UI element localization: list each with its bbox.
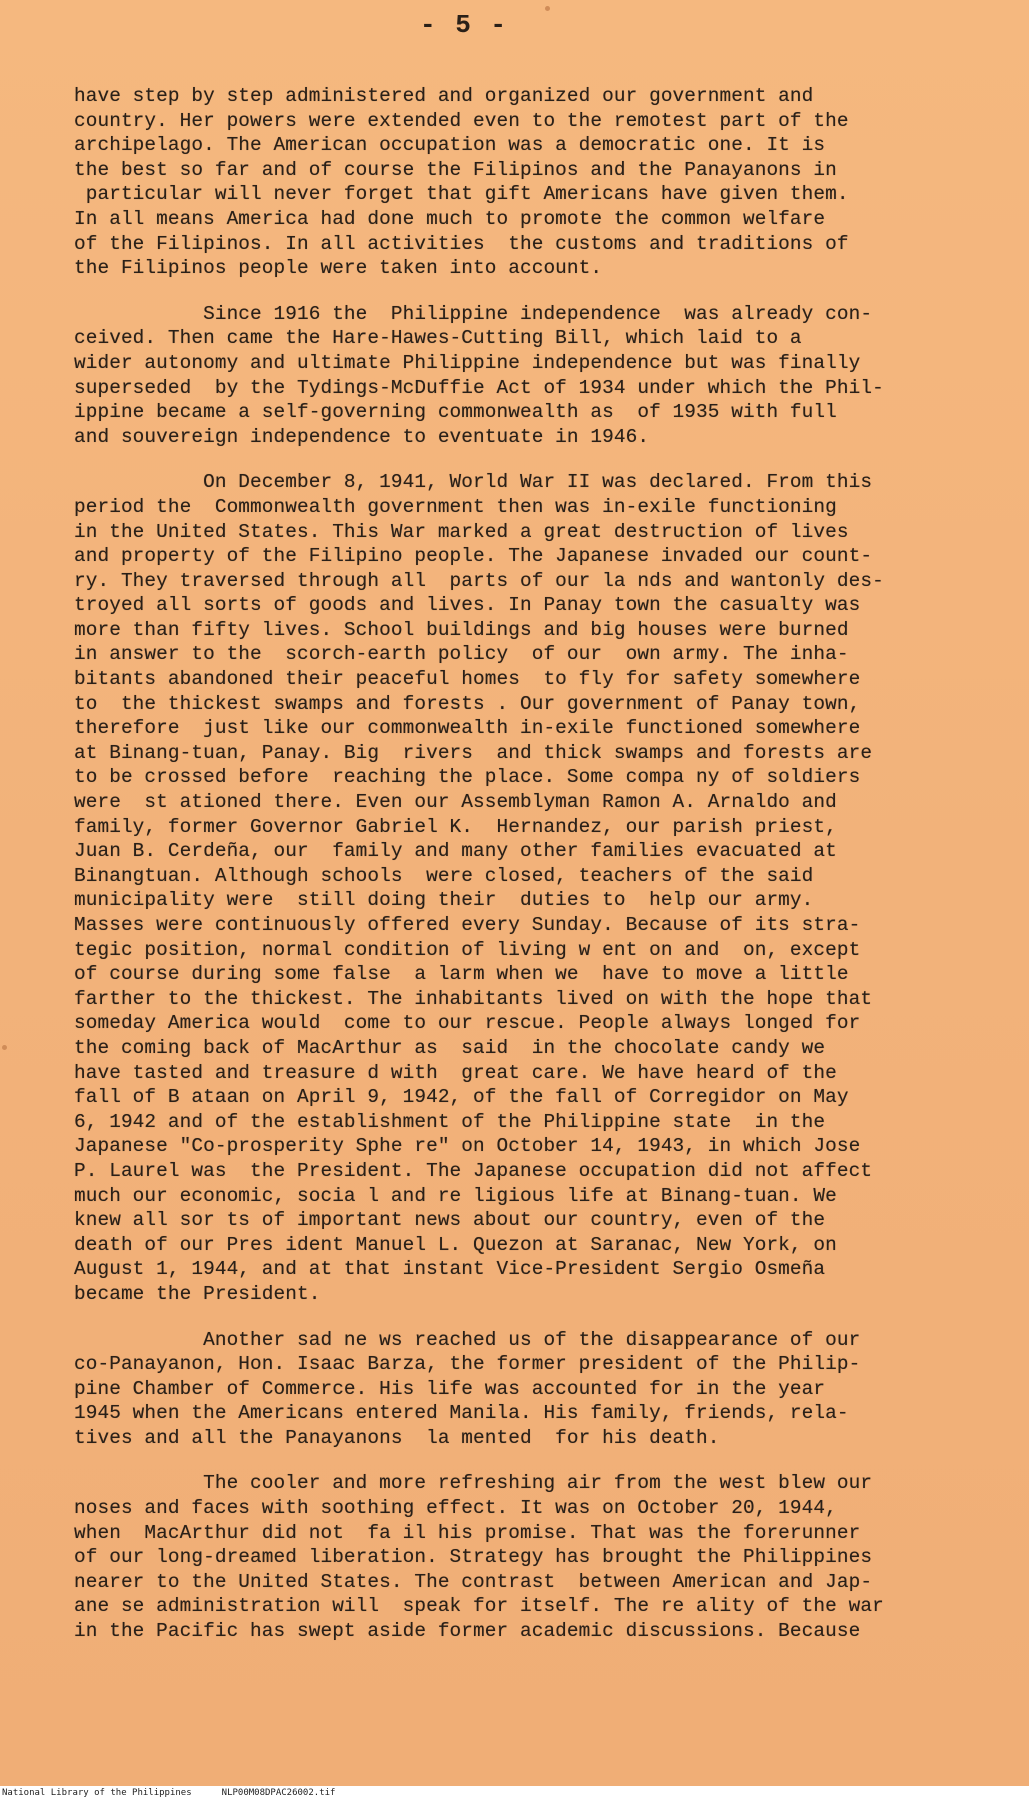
text-line: someday America would come to our rescue. People always longed for [74,1012,861,1035]
text-line: in the United States. This War marked a great destruction of lives [74,520,849,543]
text-line: tives and all the Panayanons la mented for his death. [74,1426,720,1449]
paper-blemish [2,1045,7,1050]
paragraph-3 [74,470,924,1306]
paragraph-5 [74,1471,924,1643]
text-line: Masses were continuously offered every Sunday. Because of its stra- [74,914,861,936]
text-line: wider autonomy and ultimate Philippine independence but was finally [74,351,861,374]
text-line: therefore just like our commonwealth in-exile functioned somewhere [74,717,861,740]
text-line: On December 8, 1941, World War II was declared. From this [74,471,873,494]
text-line: Since 1916 the Philippine independence was already con- [74,302,873,325]
text-line: at Binang-tuan, Panay. Big rivers and thick swamps and forests are [74,741,873,764]
text-line: Another sad ne ws reached us of the disappearance of our [74,1328,861,1351]
text-line: tegic position, normal condition of living w ent on and on, except [74,938,861,961]
text-line: of course during some false a larm when we have to move a little [74,963,849,986]
text-line: co-Panayanon, Hon. Isaac Barza, the former president of the Philip- [74,1353,861,1376]
text-line: to the thickest swamps and forests . Our government of Panay town, [74,692,861,715]
text-line: to be crossed before reaching the place. Some compa ny of soldiers [74,766,861,789]
text-line: nearer to the United States. The contrast between American and Jap- [74,1570,873,1593]
text-line: the best so far and of course the Filipinos and the Panayanons in [74,158,837,181]
text-line: ane se administration will speak for itself. The re ality of the war [74,1595,884,1618]
text-line: August 1, 1944, and at that instant Vice-President Sergio Osmeña [74,1258,826,1281]
text-line: troyed all sorts of goods and lives. In Panay town the casualty was [74,594,861,617]
text-line: knew all sor ts of important news about our country, even of the [74,1209,826,1232]
text-line: and property of the Filipino people. The Japanese invaded our count- [74,545,873,568]
text-line: of our long-dreamed liberation. Strategy has brought the Philippines [74,1546,873,1569]
text-line: 6, 1942 and of the establishment of the Philippine state in the [74,1110,826,1133]
text-line: period the Commonwealth government then was in-exile functioning [74,495,837,518]
paragraph-2 [74,302,924,450]
text-line: and souvereign independence to eventuate in 1946. [74,425,650,448]
footer-filename: NLP00M08DPAC26002.tif [221,1788,336,1798]
text-line: noses and faces with soothing effect. It was on October 20, 1944, [74,1497,837,1520]
text-line: the Filipinos people were taken into account. [74,257,603,280]
text-line: farther to the thickest. The inhabitants lived on with the hope that [74,987,873,1010]
text-line: Binangtuan. Although schools were closed, teachers of the said [74,864,814,887]
text-line: bitants abandoned their peaceful homes to fly for safety somewhere [74,668,861,691]
text-line: were st ationed there. Even our Assemblyman Ramon A. Arnaldo and [74,791,837,814]
text-line: more than fifty lives. School buildings and big houses were burned [74,618,849,641]
text-line: ceived. Then came the Hare-Hawes-Cutting Bill, which laid to a [74,327,802,350]
text-line: In all means America had done much to promote the common welfare [74,207,826,230]
text-line: family, former Governor Gabriel K. Hernandez, our parish priest, [74,815,837,838]
text-line: death of our Pres ident Manuel L. Quezon at Saranac, New York, on [74,1233,837,1256]
text-line: much our economic, socia l and re ligious life at Binang-tuan. We [74,1184,837,1207]
text-line: 1945 when the Americans entered Manila. His family, friends, rela- [74,1402,849,1425]
paragraph-4 [74,1328,924,1451]
text-line: in answer to the scorch-earth policy of our own army. The inha- [74,643,849,666]
text-line: fall of B ataan on April 9, 1942, of the fall of Corregidor on May [74,1086,849,1109]
page-number: - 5 - [420,10,509,40]
text-line: ry. They traversed through all parts of our la nds and wantonly des- [74,569,884,592]
text-line: in the Pacific has swept aside former academic discussions. Because [74,1620,861,1643]
text-line: became the President. [74,1282,321,1305]
text-line: of the Filipinos. In all activities the customs and traditions of [74,232,849,255]
document-body [74,84,924,1644]
text-line: ippine became a self-governing commonwealth as of 1935 with full [74,401,837,424]
text-line: archipelago. The American occupation was a democratic one. It is [74,134,826,157]
text-line: Juan B. Cerdeña, our family and many other families evacuated at [74,840,837,863]
footer-library: National Library of the Philippines [2,1788,192,1798]
text-line: when MacArthur did not fa il his promise. That was the forerunner [74,1521,861,1544]
text-line: pine Chamber of Commerce. His life was accounted for in the year [74,1377,826,1400]
text-line: Japanese "Co-prosperity Sphe re" on October 14, 1943, in which Jose [74,1135,861,1158]
text-line: P. Laurel was the President. The Japanese occupation did not affect [74,1159,873,1182]
text-line: have step by step administered and organized our government and [74,85,814,107]
text-line: superseded by the Tydings-McDuffie Act of 1934 under which the Phil- [74,376,884,399]
paragraph-1 [74,84,924,281]
text-line: country. Her powers were extended even to the remotest part of the [74,109,849,132]
text-line: particular will never forget that gift Americans have given them. [74,183,849,206]
text-line: municipality were still doing their duties to help our army. [74,889,814,912]
text-line: The cooler and more refreshing air from the west blew our [74,1472,873,1495]
paper-blemish [545,6,550,11]
scan-footer [0,1786,1029,1800]
text-line: the coming back of MacArthur as said in the chocolate candy we [74,1036,826,1059]
text-line: have tasted and treasure d with great care. We have heard of the [74,1061,837,1084]
